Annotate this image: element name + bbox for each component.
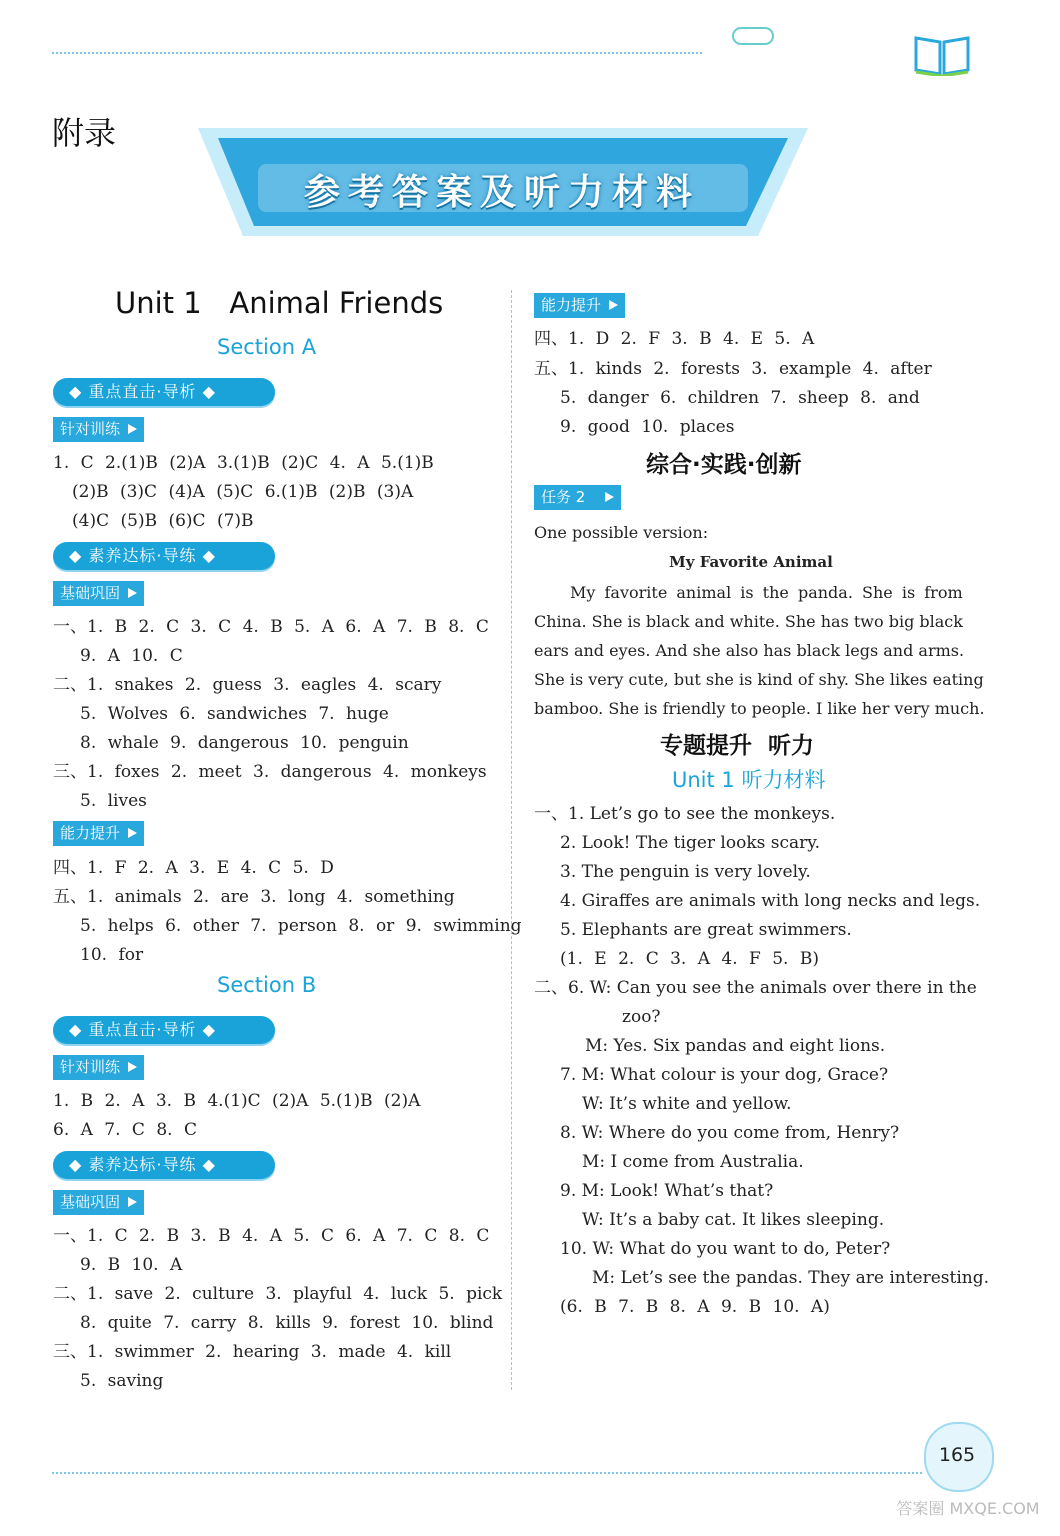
f1-line-3: 9. good 10. places xyxy=(560,417,735,437)
essay-line-2: ears and eyes. And she also has black legs and arms. xyxy=(534,641,965,660)
g1-line-11: 8. W: Where do you come from, Henry? xyxy=(560,1123,900,1143)
cloud-icon xyxy=(732,27,774,45)
c1-line-1: 五、1. animals 2. are 3. long 4. something xyxy=(53,887,455,907)
appendix-label: 附录 xyxy=(52,114,117,152)
section-b-title: Section B xyxy=(217,973,317,997)
c1-line-0: 四、1. F 2. A 3. E 4. C 5. D xyxy=(53,858,334,878)
e1-line-5: 5. saving xyxy=(80,1371,164,1391)
e1-line-2: 二、1. save 2. culture 3. playful 4. luck 5. pick xyxy=(53,1284,503,1304)
essay-line-1: China. She is black and white. She has two big black xyxy=(534,612,963,631)
bottom-dotted-line xyxy=(52,1472,922,1474)
section-a-title: Section A xyxy=(217,335,317,359)
tag-targeted-training-b: 针对训练 xyxy=(53,1055,144,1080)
tag-ability-improvement-r: 能力提升 xyxy=(534,293,625,318)
e1-line-3: 8. quite 7. carry 8. kills 9. forest 10. blind xyxy=(80,1313,494,1333)
g1-line-2: 3. The penguin is very lovely. xyxy=(560,862,811,882)
tag-targeted-training: 针对训练 xyxy=(53,417,144,442)
listening-title: Unit 1 听力材料 xyxy=(672,768,826,792)
tag-task-2: 任务 2 xyxy=(534,485,621,510)
c1-line-3: 10. for xyxy=(80,945,144,965)
essay-line-4: bamboo. She is friendly to people. I like her very much. xyxy=(534,699,985,718)
b1-line-2: 二、1. snakes 2. guess 3. eagles 4. scary xyxy=(53,675,442,695)
b1-line-1: 9. A 10. C xyxy=(80,646,183,666)
column-divider xyxy=(511,290,512,1390)
page-number: 165 xyxy=(938,1444,976,1466)
top-dotted-line xyxy=(52,52,702,54)
f1-line-2: 5. danger 6. children 7. sheep 8. and xyxy=(560,388,920,408)
d1-line-0: 1. B 2. A 3. B 4.(1)C (2)A 5.(1)B (2)A xyxy=(53,1091,421,1111)
tag-basic-consolidation-b: 基础巩固 xyxy=(53,1190,144,1215)
b1-line-5: 三、1. foxes 2. meet 3. dangerous 4. monkeys xyxy=(53,762,487,782)
unit-title: Unit 1 Animal Friends xyxy=(115,286,444,320)
b1-line-0: 一、1. B 2. C 3. C 4. B 5. A 6. A 7. B 8. C xyxy=(53,617,489,637)
essay-title: My Favorite Animal xyxy=(669,553,833,571)
g1-line-8: M: Yes. Six pandas and eight lions. xyxy=(585,1036,886,1056)
a1-line-1: (2)B (3)C (4)A (5)C 6.(1)B (2)B (3)A xyxy=(72,482,414,502)
b1-line-4: 8. whale 9. dangerous 10. penguin xyxy=(80,733,409,753)
pill-literacy-practice: ◆ 素养达标·导练 ◆ xyxy=(53,542,275,570)
tag-ability-improvement: 能力提升 xyxy=(53,821,144,846)
g1-line-13: 9. M: Look! What’s that? xyxy=(560,1181,774,1201)
banner xyxy=(198,128,808,238)
b1-line-6: 5. lives xyxy=(80,791,147,811)
essay-line-0: My favorite animal is the panda. She is from xyxy=(570,583,963,602)
pill-literacy-practice-b: ◆ 素养达标·导练 ◆ xyxy=(53,1151,275,1179)
g1-line-16: M: Let’s see the pandas. They are interesting. xyxy=(592,1268,990,1288)
pill-focus-analysis-b: ◆ 重点直击·导析 ◆ xyxy=(53,1016,275,1044)
g1-line-5: (1. E 2. C 3. A 4. F 5. B) xyxy=(560,949,819,969)
g1-line-14: W: It’s a baby cat. It likes sleeping. xyxy=(582,1210,885,1230)
g1-line-4: 5. Elephants are great swimmers. xyxy=(560,920,852,940)
possible-version: One possible version: xyxy=(534,523,709,542)
e1-line-4: 三、1. swimmer 2. hearing 3. made 4. kill xyxy=(53,1342,452,1362)
g1-line-7: zoo? xyxy=(622,1007,661,1027)
essay-line-3: She is very cute, but she is kind of shy. She likes eating xyxy=(534,670,984,689)
watermark: 答案圈 MXQE.COM xyxy=(896,1499,1040,1518)
f1-line-1: 五、1. kinds 2. forests 3. example 4. after xyxy=(534,359,932,379)
c1-line-2: 5. helps 6. other 7. person 8. or 9. swimming xyxy=(80,916,522,936)
g1-line-12: M: I come from Australia. xyxy=(582,1152,804,1172)
g1-line-0: 一、1. Let’s go to see the monkeys. xyxy=(534,804,836,824)
d1-line-1: 6. A 7. C 8. C xyxy=(53,1120,197,1140)
tag-basic-consolidation: 基础巩固 xyxy=(53,581,144,606)
e1-line-0: 一、1. C 2. B 3. B 4. A 5. C 6. A 7. C 8. C xyxy=(53,1226,490,1246)
g1-line-15: 10. W: What do you want to do, Peter? xyxy=(560,1239,891,1259)
a1-line-0: 1. C 2.(1)B (2)A 3.(1)B (2)C 4. A 5.(1)B xyxy=(53,453,434,473)
pill-focus-analysis: ◆ 重点直击·导析 ◆ xyxy=(53,378,275,406)
g1-line-10: W: It’s white and yellow. xyxy=(582,1094,792,1114)
g1-line-1: 2. Look! The tiger looks scary. xyxy=(560,833,821,853)
heading-comprehensive: 综合·实践·创新 xyxy=(646,452,802,478)
banner-title: 参考答案及听力材料 xyxy=(303,172,700,213)
b1-line-3: 5. Wolves 6. sandwiches 7. huge xyxy=(80,704,389,724)
g1-line-17: (6. B 7. B 8. A 9. B 10. A) xyxy=(560,1297,830,1317)
g1-line-9: 7. M: What colour is your dog, Grace? xyxy=(560,1065,889,1085)
g1-line-6: 二、6. W: Can you see the animals over there in the xyxy=(534,978,977,998)
f1-line-0: 四、1. D 2. F 3. B 4. E 5. A xyxy=(534,329,815,349)
g1-line-3: 4. Giraffes are animals with long necks and legs. xyxy=(560,891,981,911)
heading-special-listening: 专题提升 听力 xyxy=(660,733,815,759)
book-icon xyxy=(914,32,970,76)
a1-line-2: (4)C (5)B (6)C (7)B xyxy=(72,511,254,531)
e1-line-1: 9. B 10. A xyxy=(80,1255,183,1275)
